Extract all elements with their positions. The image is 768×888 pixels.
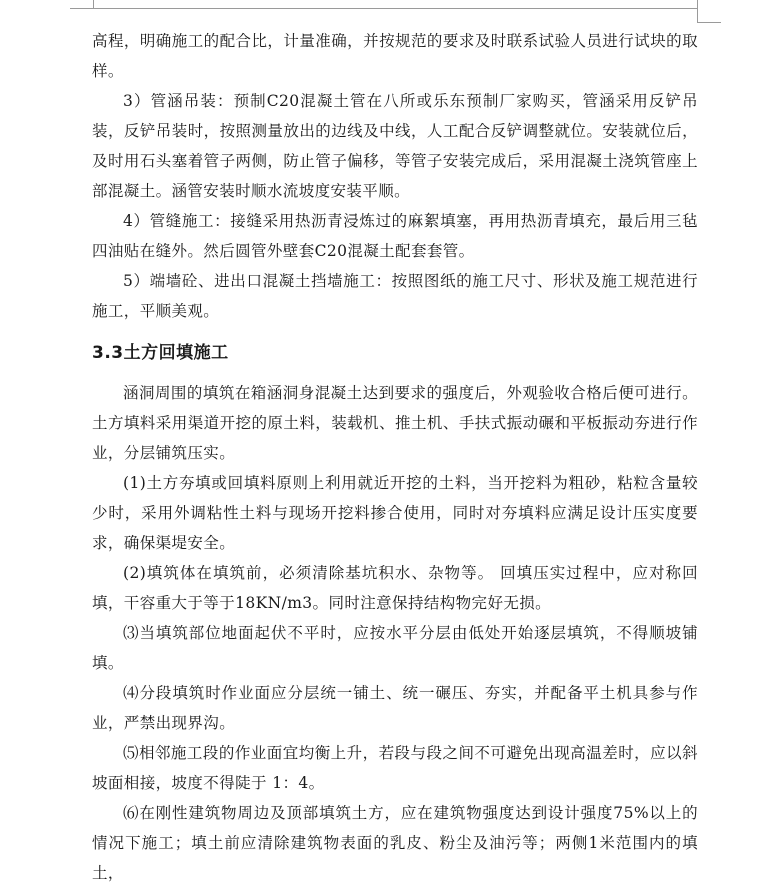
corner-crop-mark-right (697, 0, 698, 22)
paragraph: 涵洞周围的填筑在箱涵洞身混凝土达到要求的强度后，外观验收合格后便可进行。土方填料采用渠道开挖的原土料，装载机、推土机、手扶式振动碾和平板振动夯进行作业，分层铺筑压实。 (92, 384, 698, 462)
corner-crop-mark-left (70, 8, 93, 9)
paragraph: ⑸相邻施工段的作业面宜均衡上升，若段与段之间不可避免出现高温差时，应以斜坡面相接，坡度不得陡于 1：4。 (92, 744, 698, 792)
paragraph: (2)填筑体在填筑前，必须清除基坑积水、杂物等。 回填压实过程中，应对称回填，干容重大于等于18KN/m3。同时注意保持结构物完好无损。 (92, 564, 698, 612)
paragraph: 高程，明确施工的配合比，计量准确，并按规范的要求及时联系试验人员进行试块的取样。 (92, 32, 698, 80)
paragraph: ⑶当填筑部位地面起伏不平时，应按水平分层由低处开始逐层填筑，不得顺坡铺填。 (92, 624, 698, 672)
section-heading: 3.3土方回填施工 (92, 343, 229, 363)
paragraph: (1)土方夯填或回填料原则上利用就近开挖的土料，当开挖料为粗砂，粘粒含量较少时，采用外调粘性土料与现场开挖料掺合使用，同时对夯填料应满足设计压实度要求，确保渠堤安全。 (92, 474, 698, 552)
document-body[interactable] (92, 26, 698, 888)
paragraph: ⑷分段填筑时作业面应分层统一铺土、统一碾压、夯实，并配备平土机具参与作业，严禁出现界沟。 (92, 684, 698, 732)
paragraph: ⑹在刚性建筑物周边及顶部填筑土方，应在建筑物强度达到设计强度75%以上的情况下施工；填土前应清除建筑物表面的乳皮、粉尘及油污等；两侧1米范围内的填土， (92, 804, 698, 882)
corner-crop-mark-right-horizontal (697, 22, 721, 23)
page-margin-guide (93, 0, 697, 9)
paragraph: 5）端墙砼、进出口混凝土挡墙施工：按照图纸的施工尺寸、形状及施工规范进行施工，平顺美观。 (92, 272, 698, 320)
paragraph: 4）管缝施工：接缝采用热沥青浸炼过的麻絮填塞，再用热沥青填充，最后用三毡四油贴在缝外。然后圆管外壁套C20混凝土配套套管。 (92, 212, 698, 260)
paragraph: 3）管涵吊装：预制C20混凝土管在八所或乐东预制厂家购买，管涵采用反铲吊装，反铲吊装时，按照测量放出的边线及中线，人工配合反铲调整就位。安装就位后，及时用石头塞着管子两侧，防止管子偏移，等管子安装完成后，采用混凝土浇筑管座上部混凝土。涵管安装时顺水流坡度安装平顺。 (92, 92, 698, 200)
